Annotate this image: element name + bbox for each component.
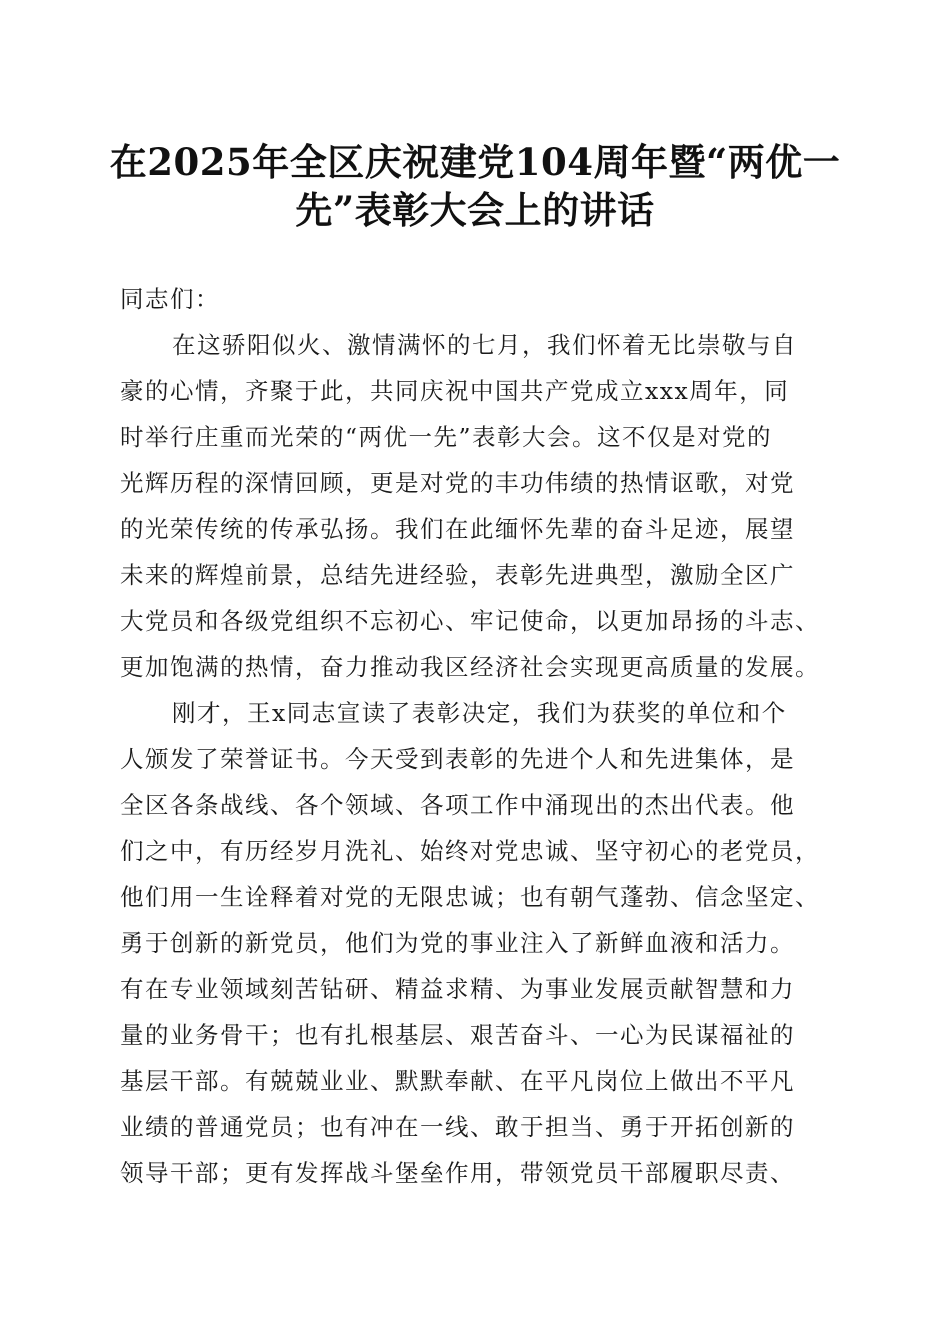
document-title [100, 138, 850, 234]
body-text [120, 322, 832, 1196]
body-line: 业绩的普通党员；也有冲在一线、敢于担当、勇于开拓创新的 [120, 1113, 795, 1141]
body-line: 光辉历程的深情回顾，更是对党的丰功伟绩的热情讴歌，对党 [120, 469, 795, 497]
body-line: 全区各条战线、各个领域、各项工作中涌现出的杰出代表。他 [120, 791, 795, 819]
body-line: 勇于创新的新党员，他们为党的事业注入了新鲜血液和活力。 [120, 929, 795, 957]
body-line: 量的业务骨干；也有扎根基层、艰苦奋斗、一心为民谋福祉的 [120, 1021, 795, 1049]
body-line: 们之中，有历经岁月洗礼、始终对党忠诚、坚守初心的老党员， [120, 837, 820, 865]
body-line: 刚才，王x同志宣读了表彰决定，我们为获奖的单位和个 [172, 699, 787, 727]
body-line: 时举行庄重而光荣的“两优一先”表彰大会。这不仅是对党的 [120, 423, 773, 451]
title-line-1: 在2025年全区庆祝建党104周年暨“两优一 [109, 140, 841, 184]
document-body [120, 276, 832, 1196]
body-line: 人颁发了荣誉证书。今天受到表彰的先进个人和先进集体，是 [120, 745, 795, 773]
body-line: 在这骄阳似火、激情满怀的七月，我们怀着无比崇敬与自 [172, 331, 797, 359]
body-line: 基层干部。有兢兢业业、默默奉献、在平凡岗位上做出不平凡 [120, 1067, 795, 1095]
body-line: 的光荣传统的传承弘扬。我们在此缅怀先辈的奋斗足迹，展望 [120, 515, 795, 543]
salutation: 同志们： [120, 285, 220, 313]
body-line: 更加饱满的热情，奋力推动我区经济社会实现更高质量的发展。 [120, 653, 820, 681]
body-line: 他们用一生诠释着对党的无限忠诚；也有朝气蓬勃、信念坚定、 [120, 883, 820, 911]
body-line: 有在专业领域刻苦钻研、精益求精、为事业发展贡献智慧和力 [120, 975, 795, 1003]
title-line-2: 先”表彰大会上的讲话 [295, 188, 655, 232]
body-line: 大党员和各级党组织不忘初心、牢记使命，以更加昂扬的斗志、 [120, 607, 820, 635]
body-line: 未来的辉煌前景，总结先进经验，表彰先进典型，激励全区广 [120, 561, 795, 589]
body-line: 领导干部；更有发挥战斗堡垒作用，带领党员干部履职尽责、 [120, 1159, 795, 1187]
body-line: 豪的心情，齐聚于此，共同庆祝中国共产党成立xxx周年，同 [120, 377, 790, 405]
